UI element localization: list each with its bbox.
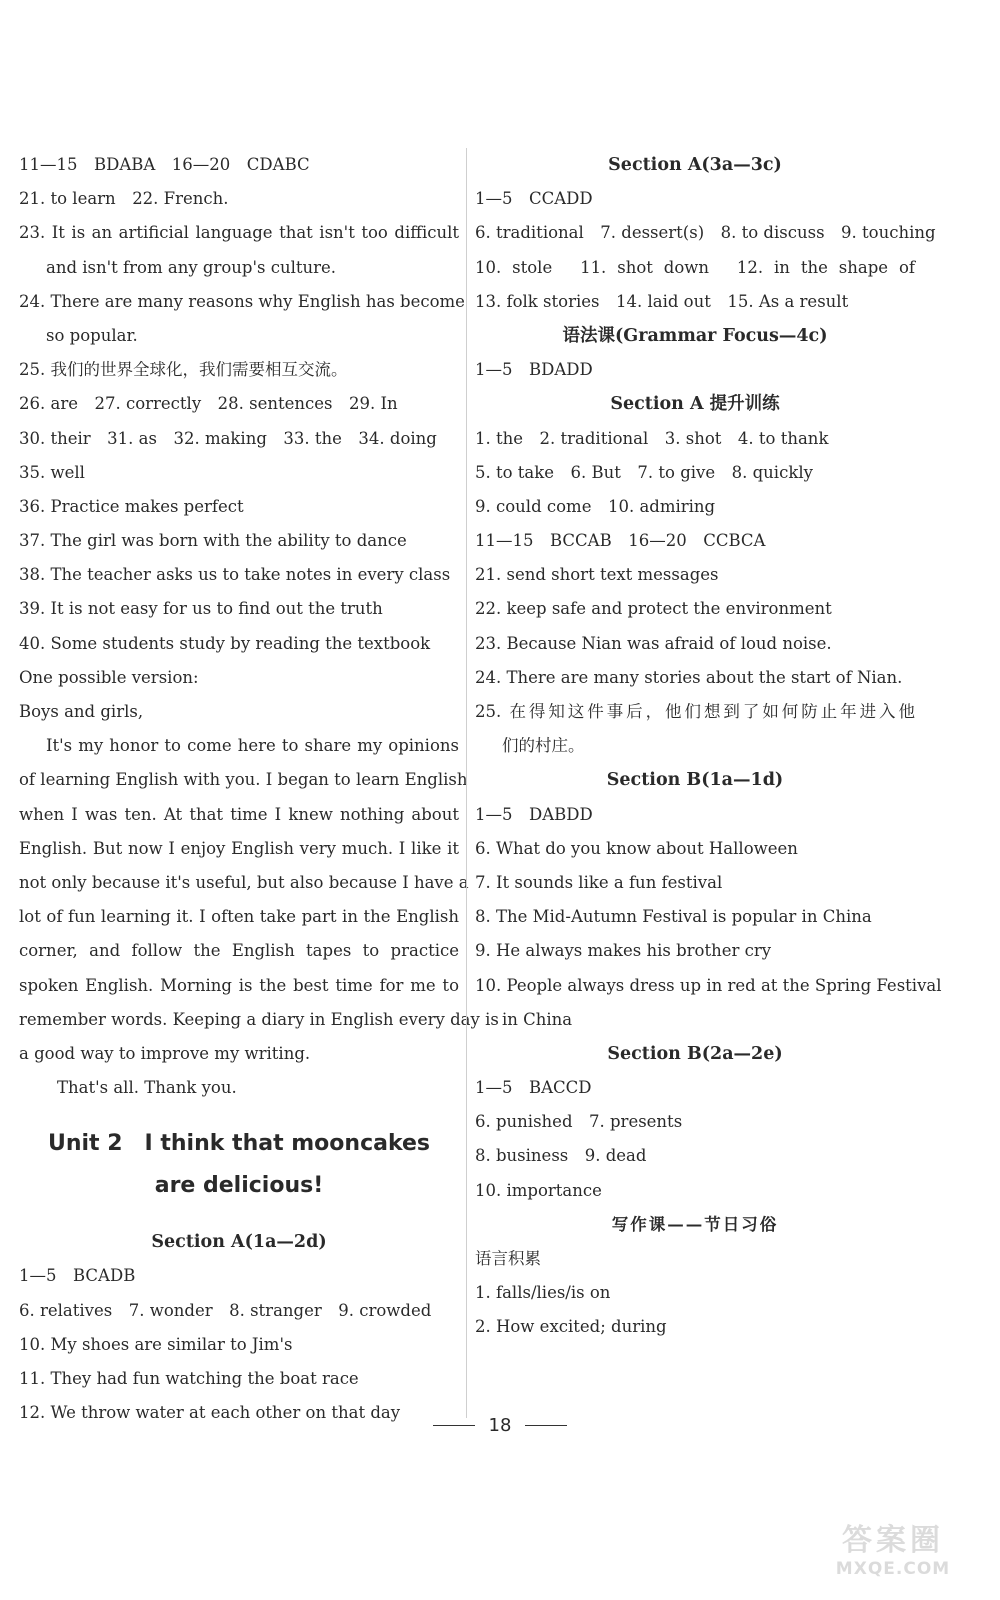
section-heading: 语法课(Grammar Focus—4c) (562, 325, 828, 346)
answer-line: 1. the 2. traditional 3. shot 4. to thank (475, 428, 829, 448)
section-heading: Section A(3a—3c) (608, 155, 782, 175)
unit-title: are delicious! (154, 1173, 324, 1199)
answer-line: 6. punished 7. presents (475, 1112, 683, 1132)
answer-line: corner, and follow the English tapes to practice (19, 941, 459, 961)
answer-line: One possible version: (19, 667, 199, 687)
answer-line: a good way to improve my writing. (19, 1043, 311, 1063)
section-heading: 写作课——节日习俗 (611, 1214, 779, 1234)
answer-line: 7. It sounds like a fun festival (475, 872, 723, 892)
unit-title: Unit 2 I think that mooncakes (47, 1131, 431, 1157)
answer-line: 24. There are many reasons why English has become (19, 291, 465, 311)
answer-line: of learning English with you. I began to learn English (19, 770, 468, 790)
left-column (19, 148, 499, 1430)
answer-line: 11. They had fun watching the boat race (19, 1369, 359, 1388)
answer-line: 1—5 BDADD (475, 360, 593, 380)
answer-line: 25. 在得知这件事后，他们想到了如何防止年进入他 (475, 702, 915, 721)
answer-line: 们的村庄。 (502, 736, 585, 756)
answer-line: 6. relatives 7. wonder 8. stranger 9. crowded (19, 1300, 432, 1320)
answer-line: 5. to take 6. But 7. to give 8. quickly (475, 462, 813, 482)
answer-line: 30. their 31. as 32. making 33. the 34. doing (19, 428, 437, 448)
answer-line: 9. could come 10. admiring (475, 496, 716, 516)
watermark-logo (808, 1524, 978, 1586)
answer-line: when I was ten. At that time I knew nothing about (19, 804, 459, 824)
answer-line: 8. The Mid-Autumn Festival is popular in China (475, 907, 872, 927)
answer-line: Boys and girls, (19, 702, 144, 721)
spacer (19, 1207, 459, 1225)
answer-line: 26. are 27. correctly 28. sentences 29. In (19, 394, 398, 414)
answer-line: 13. folk stories 14. laid out 15. As a result (475, 291, 849, 311)
answer-line: 2. How excited; during (475, 1317, 667, 1337)
answer-line: 11—15 BDABA 16—20 CDABC (19, 155, 310, 174)
answer-line: 23. It is an artificial language that isn't too difficult (19, 223, 459, 243)
answer-line: 21. to learn 22. French. (19, 189, 229, 209)
answer-line: It's my honor to come here to share my opinions (46, 736, 459, 756)
answer-line: 9. He always makes his brother cry (475, 941, 772, 961)
section-heading: Section B(1a—1d) (606, 770, 784, 791)
answer-line: 10. importance (475, 1180, 602, 1200)
answer-line: spoken English. Morning is the best time for me to (19, 975, 459, 995)
answer-line: 1—5 CCADD (475, 189, 593, 209)
watermark-text: 答案圈 (842, 1523, 944, 1558)
answer-line: 25. 我们的世界全球化，我们需要相互交流。 (19, 360, 348, 380)
answer-line: 12. We throw water at each other on that day (19, 1403, 401, 1423)
column-divider (466, 148, 467, 1418)
spacer (19, 1105, 459, 1123)
answer-line: so popular. (46, 325, 138, 345)
answer-line: 37. The girl was born with the ability to dance (19, 531, 407, 551)
answer-line: 10. stole 11. shot down 12. in the shape of (475, 257, 915, 277)
answer-line: 21. send short text messages (475, 565, 719, 585)
footer-rule-left (433, 1425, 475, 1426)
answer-line: 8. business 9. dead (475, 1146, 647, 1166)
answer-line: in China (502, 1009, 573, 1029)
footer-rule-right (525, 1425, 567, 1426)
answer-line: That's all. Thank you. (57, 1078, 237, 1098)
page-number: 18 (488, 1414, 512, 1436)
answer-line: 40. Some students study by reading the textbook (19, 633, 431, 653)
answer-line: 35. well (19, 462, 85, 482)
answer-line: English. But now I enjoy English very much. I like it (19, 838, 459, 858)
answer-line: 1. falls/lies/is on (475, 1283, 611, 1303)
answer-line: 36. Practice makes perfect (19, 496, 244, 516)
section-heading: Section A 提升训练 (610, 394, 780, 415)
answer-line: 11—15 BCCAB 16—20 CCBCA (475, 531, 766, 551)
answer-line: 39. It is not easy for us to find out the truth (19, 599, 383, 619)
answer-line: 6. What do you know about Halloween (475, 838, 798, 858)
answer-line: and isn't from any group's culture. (46, 257, 337, 277)
answer-line: remember words. Keeping a diary in English every day is (19, 1009, 499, 1029)
watermark-url: MXQE.COM (835, 1559, 951, 1579)
answer-line: 1—5 DABDD (475, 804, 593, 824)
answer-line: 24. There are many stories about the start of Nian. (475, 667, 903, 687)
answer-line: 10. My shoes are similar to Jim's (19, 1334, 293, 1354)
answer-line: not only because it's useful, but also because I have a (19, 872, 469, 892)
answer-line: lot of fun learning it. I often take part in the English (19, 907, 459, 927)
page-footer (0, 1405, 1000, 1445)
answer-line: 38. The teacher asks us to take notes in every class (19, 565, 451, 585)
answer-line: 1—5 BCADB (19, 1266, 136, 1286)
answer-line: 1—5 BACCD (475, 1078, 592, 1098)
answer-line: 22. keep safe and protect the environment (475, 599, 832, 619)
section-heading: Section B(2a—2e) (607, 1043, 783, 1064)
answer-line: 23. Because Nian was afraid of loud noise. (475, 633, 832, 653)
subsection-label: 语言积累 (475, 1249, 541, 1268)
answer-line: 6. traditional 7. dessert(s) 8. to discuss 9. touching (475, 223, 936, 243)
section-heading: Section A(1a—2d) (151, 1232, 327, 1253)
right-column (475, 148, 942, 1345)
answer-line: 10. People always dress up in red at the Spring Festival (475, 975, 942, 995)
